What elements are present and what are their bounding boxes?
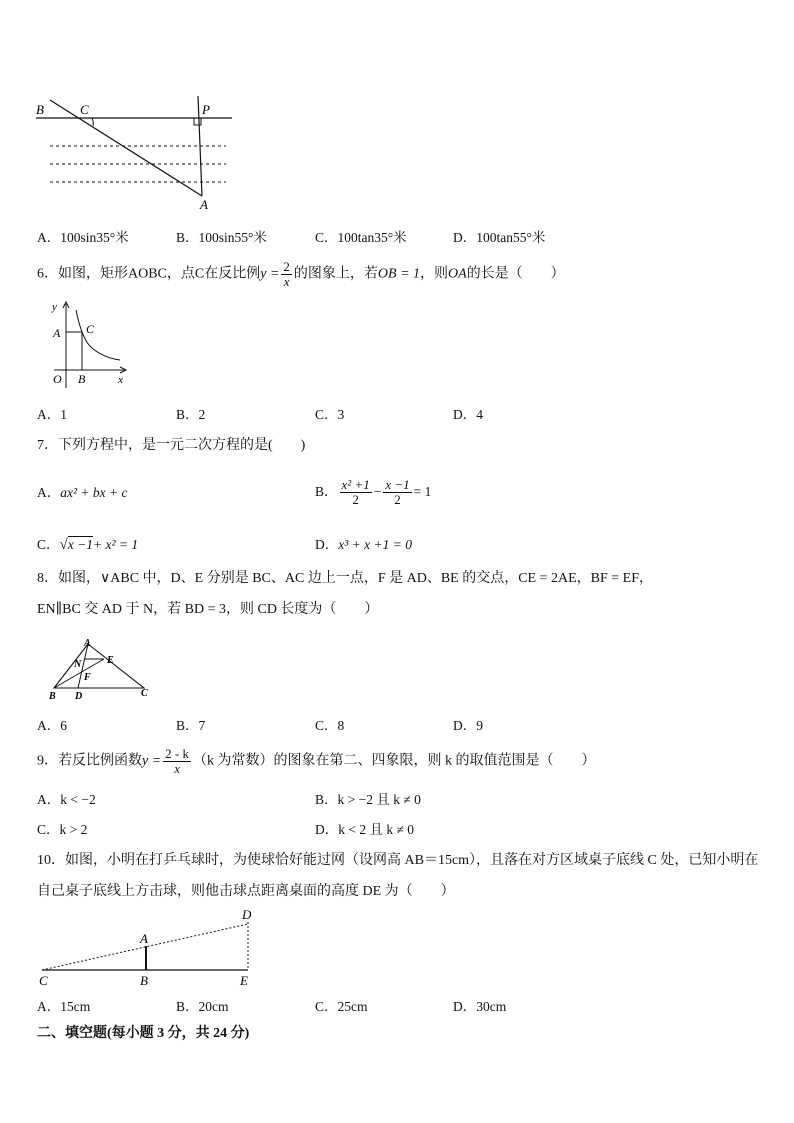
q7-option-b	[315, 473, 431, 511]
q6-fraction	[281, 260, 292, 289]
q6-option-c: C．3	[315, 407, 345, 422]
q8-label-a: A	[84, 638, 91, 649]
q6-oa: OA	[448, 266, 467, 282]
q7-opt-b-num2: x −1	[385, 477, 410, 493]
q8-line2: EN∥BC 交 AD 于 N，若 BD = 3，则 CD 长度为（ ）	[37, 602, 379, 617]
q6-stem	[37, 260, 565, 289]
q9-option-c: C．k > 2	[37, 822, 88, 837]
q8-option-d: D．9	[453, 718, 483, 733]
q10-option-d: D．30cm	[453, 999, 507, 1014]
section-heading: 二、填空题(每小题 3 分，共 24 分)	[37, 1026, 250, 1041]
q10-option-b: B．20cm	[176, 999, 229, 1014]
q8-label-e: E	[107, 655, 114, 666]
q7-opt-b-frac2	[383, 478, 411, 507]
q8-label-d: D	[75, 691, 83, 702]
q7-opt-a-expr: ax² + bx + c	[60, 485, 128, 500]
q6-label-a: A	[53, 326, 61, 340]
q7-opt-d-label: D．	[315, 537, 339, 552]
q6-option-d: D．4	[453, 407, 483, 422]
q8-option-c: C．8	[315, 718, 345, 733]
q8-option-a: A．6	[37, 718, 67, 733]
q5-label-c: C	[80, 102, 89, 117]
q9-y-eq: y =	[142, 753, 162, 769]
q9-option-d: D．k < 2 且 k ≠ 0	[315, 822, 415, 837]
q9-frac-num: 2 - k	[165, 746, 190, 761]
q5-option-c: C．100tan35°米	[315, 230, 407, 245]
q5-option-a: A．100sin35°米	[37, 230, 129, 245]
q6-prefix: 6．如图，矩形AOBC，点C在反比例	[37, 266, 261, 282]
q7-opt-b-frac1	[340, 478, 372, 507]
q6-frac-num: 2	[283, 259, 290, 274]
q9-prefix: 9．若反比例函数	[37, 753, 142, 769]
q5-label-p: P	[202, 102, 210, 117]
q10-figure	[36, 906, 266, 990]
q7-stem: 7．下列方程中，是一元二次方程的是( )	[37, 438, 306, 453]
q8-label-b: B	[49, 691, 56, 702]
q6-label-o: O	[53, 372, 62, 386]
q8-label-c: C	[141, 688, 148, 699]
q6-suffix: 的长是（ ）	[466, 266, 565, 282]
q6-y-eq: y =	[260, 266, 280, 282]
q10-label-c: C	[39, 973, 48, 988]
q5-option-d: D．100tan55°米	[453, 230, 546, 245]
q10-label-a: A	[140, 931, 148, 946]
q7-option-a	[37, 484, 128, 502]
q10-line2: 自己桌子底线上方击球，则他击球点距离桌面的高度 DE 为（ ）	[37, 884, 455, 899]
q7-opt-c-label: C．	[37, 537, 60, 552]
q10-label-b: B	[140, 973, 148, 988]
q8-label-n: N	[74, 659, 82, 670]
q7-opt-d-expr: x³ + x +1 = 0	[338, 537, 412, 552]
q6-label-c: C	[86, 322, 95, 336]
q9-option-a: A．k < −2	[37, 792, 96, 807]
q7-opt-b-eq: = 1	[413, 484, 432, 499]
q7-sqrt-sign: √	[59, 537, 68, 553]
q10-option-a: A．15cm	[37, 999, 91, 1014]
q8-figure	[46, 638, 158, 702]
q10-label-d: D	[242, 907, 252, 922]
q6-mid: 的图象上，若	[293, 266, 378, 282]
q7-opt-b-den1: 2	[352, 492, 359, 508]
q6-label-b: B	[78, 372, 86, 386]
q7-opt-b-num1: x² +1	[341, 477, 370, 493]
q7-option-d	[315, 536, 412, 554]
q5-option-b: B．100sin55°米	[176, 230, 267, 245]
q6-mid2: ，则	[420, 266, 449, 282]
q7-opt-c-sqrt: x −1	[67, 537, 93, 552]
q6-option-b: B．2	[176, 407, 206, 422]
q8-line1: 8．如图，∨ABC 中，D、E 分别是 BC、AC 边上一点，F 是 AD、BE 的交点，CE = 2AE，BF = EF，	[37, 571, 654, 586]
q5-figure	[36, 96, 236, 212]
q9-stem	[37, 747, 596, 776]
q10-label-e: E	[240, 973, 248, 988]
q9-fraction	[163, 747, 191, 776]
q5-label-b: B	[36, 102, 44, 117]
q9-suffix: （k 为常数）的图象在第二、四象限，则 k 的取值范围是（ ）	[193, 753, 596, 769]
q6-label-y: y	[52, 301, 57, 313]
q6-option-a: A．1	[37, 407, 67, 422]
q8-option-b: B．7	[176, 718, 206, 733]
q7-option-c	[37, 536, 138, 554]
q9-option-b: B．k > −2 且 k ≠ 0	[315, 792, 421, 807]
q7-opt-b-den2: 2	[394, 492, 401, 508]
q6-cond: OB = 1	[377, 266, 421, 282]
q10-option-c: C．25cm	[315, 999, 368, 1014]
q7-opt-c-rest: + x² = 1	[92, 537, 139, 552]
q9-frac-den: x	[174, 761, 180, 776]
q7-opt-b-label: B．	[315, 484, 338, 499]
q7-opt-b-minus: −	[373, 484, 382, 499]
q5-label-a: A	[200, 197, 208, 212]
q6-figure	[46, 300, 132, 392]
q8-label-f: F	[84, 672, 91, 683]
q6-label-x: x	[118, 374, 123, 386]
q6-frac-den: x	[283, 274, 290, 289]
q10-line1: 10．如图，小明在打乒乓球时，为使球恰好能过网（设网高 AB＝15cm），且落在对方区域桌子底线 C 处，已知小明在	[37, 853, 759, 868]
q7-opt-a-label: A．	[37, 485, 61, 500]
